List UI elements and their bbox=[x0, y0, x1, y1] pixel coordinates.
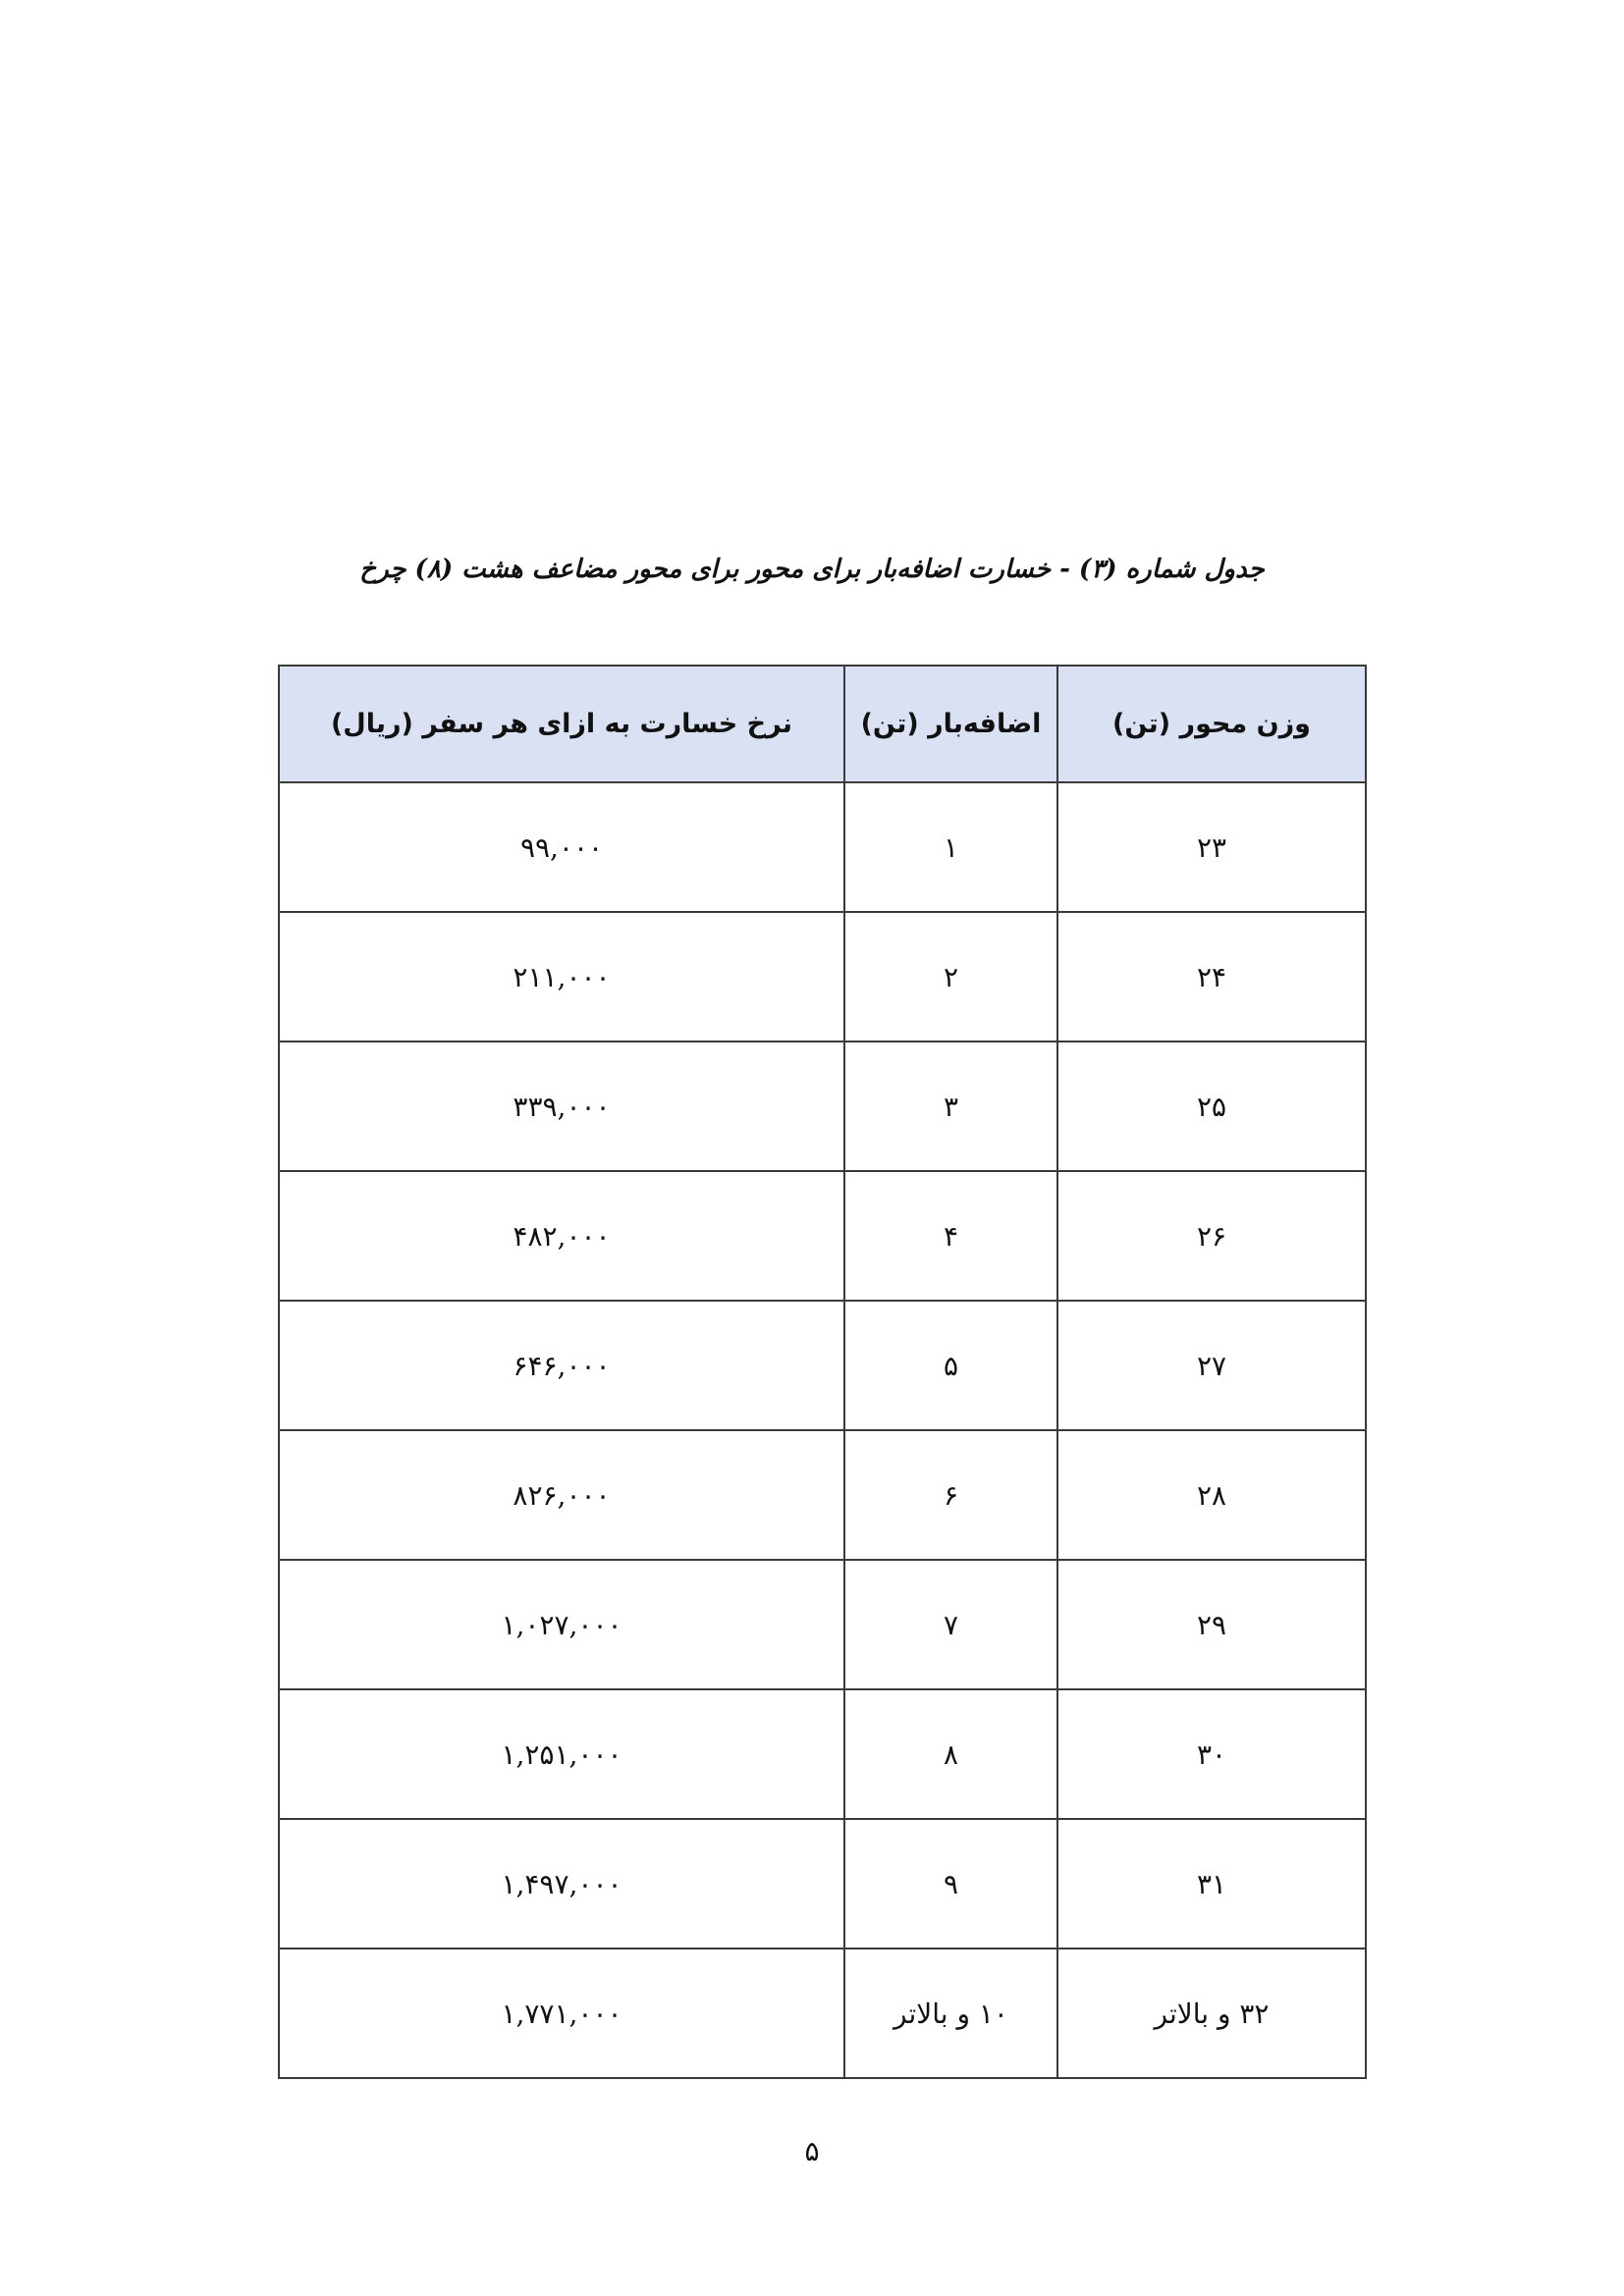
cell-damage-rate: ۴۸۲,۰۰۰ bbox=[279, 1171, 844, 1301]
overload-damage-table bbox=[278, 665, 1367, 2079]
cell-overload: ۶ bbox=[844, 1430, 1057, 1560]
cell-axle-weight: ۳۰ bbox=[1057, 1689, 1366, 1819]
table-row bbox=[279, 1301, 1366, 1430]
cell-axle-weight: ۲۴ bbox=[1057, 912, 1366, 1041]
cell-overload: ۵ bbox=[844, 1301, 1057, 1430]
table-row bbox=[279, 1560, 1366, 1689]
table-row bbox=[279, 782, 1366, 912]
table-row bbox=[279, 1041, 1366, 1171]
cell-damage-rate: ۳۳۹,۰۰۰ bbox=[279, 1041, 844, 1171]
table-row bbox=[279, 1689, 1366, 1819]
cell-axle-weight: ۲۳ bbox=[1057, 782, 1366, 912]
cell-overload: ۹ bbox=[844, 1819, 1057, 1949]
cell-axle-weight: ۲۸ bbox=[1057, 1430, 1366, 1560]
cell-damage-rate: ۲۱۱,۰۰۰ bbox=[279, 912, 844, 1041]
cell-overload: ۱ bbox=[844, 782, 1057, 912]
cell-overload: ۳ bbox=[844, 1041, 1057, 1171]
cell-axle-weight: ۲۹ bbox=[1057, 1560, 1366, 1689]
header-overload: اضافه‌بار (تن) bbox=[844, 666, 1057, 782]
cell-overload: ۸ bbox=[844, 1689, 1057, 1819]
cell-damage-rate: ۶۴۶,۰۰۰ bbox=[279, 1301, 844, 1430]
cell-axle-weight: ۲۶ bbox=[1057, 1171, 1366, 1301]
table-row bbox=[279, 1949, 1366, 2078]
cell-damage-rate: ۱,۲۵۱,۰۰۰ bbox=[279, 1689, 844, 1819]
cell-overload: ۲ bbox=[844, 912, 1057, 1041]
table-header-row bbox=[279, 666, 1366, 782]
table-row bbox=[279, 1430, 1366, 1560]
cell-damage-rate: ۸۲۶,۰۰۰ bbox=[279, 1430, 844, 1560]
cell-overload: ۷ bbox=[844, 1560, 1057, 1689]
table-row bbox=[279, 1819, 1366, 1949]
cell-overload: ۱۰ و بالاتر bbox=[844, 1949, 1057, 2078]
page-number: ۵ bbox=[804, 2135, 820, 2167]
cell-overload: ۴ bbox=[844, 1171, 1057, 1301]
cell-axle-weight: ۲۵ bbox=[1057, 1041, 1366, 1171]
table-row bbox=[279, 1171, 1366, 1301]
table-caption: جدول شماره (۳) - خسارت اضافه‌بار برای محور برای محور مضاعف هشت (۸) چرخ bbox=[359, 555, 1265, 584]
cell-damage-rate: ۱,۴۹۷,۰۰۰ bbox=[279, 1819, 844, 1949]
table-row bbox=[279, 912, 1366, 1041]
cell-axle-weight: ۲۷ bbox=[1057, 1301, 1366, 1430]
cell-axle-weight: ۳۲ و بالاتر bbox=[1057, 1949, 1366, 2078]
cell-damage-rate: ۱,۷۷۱,۰۰۰ bbox=[279, 1949, 844, 2078]
cell-damage-rate: ۱,۰۲۷,۰۰۰ bbox=[279, 1560, 844, 1689]
header-damage-rate: نرخ خسارت به ازای هر سفر (ریال) bbox=[279, 666, 844, 782]
header-axle-weight: وزن محور (تن) bbox=[1057, 666, 1366, 782]
cell-damage-rate: ۹۹,۰۰۰ bbox=[279, 782, 844, 912]
cell-axle-weight: ۳۱ bbox=[1057, 1819, 1366, 1949]
